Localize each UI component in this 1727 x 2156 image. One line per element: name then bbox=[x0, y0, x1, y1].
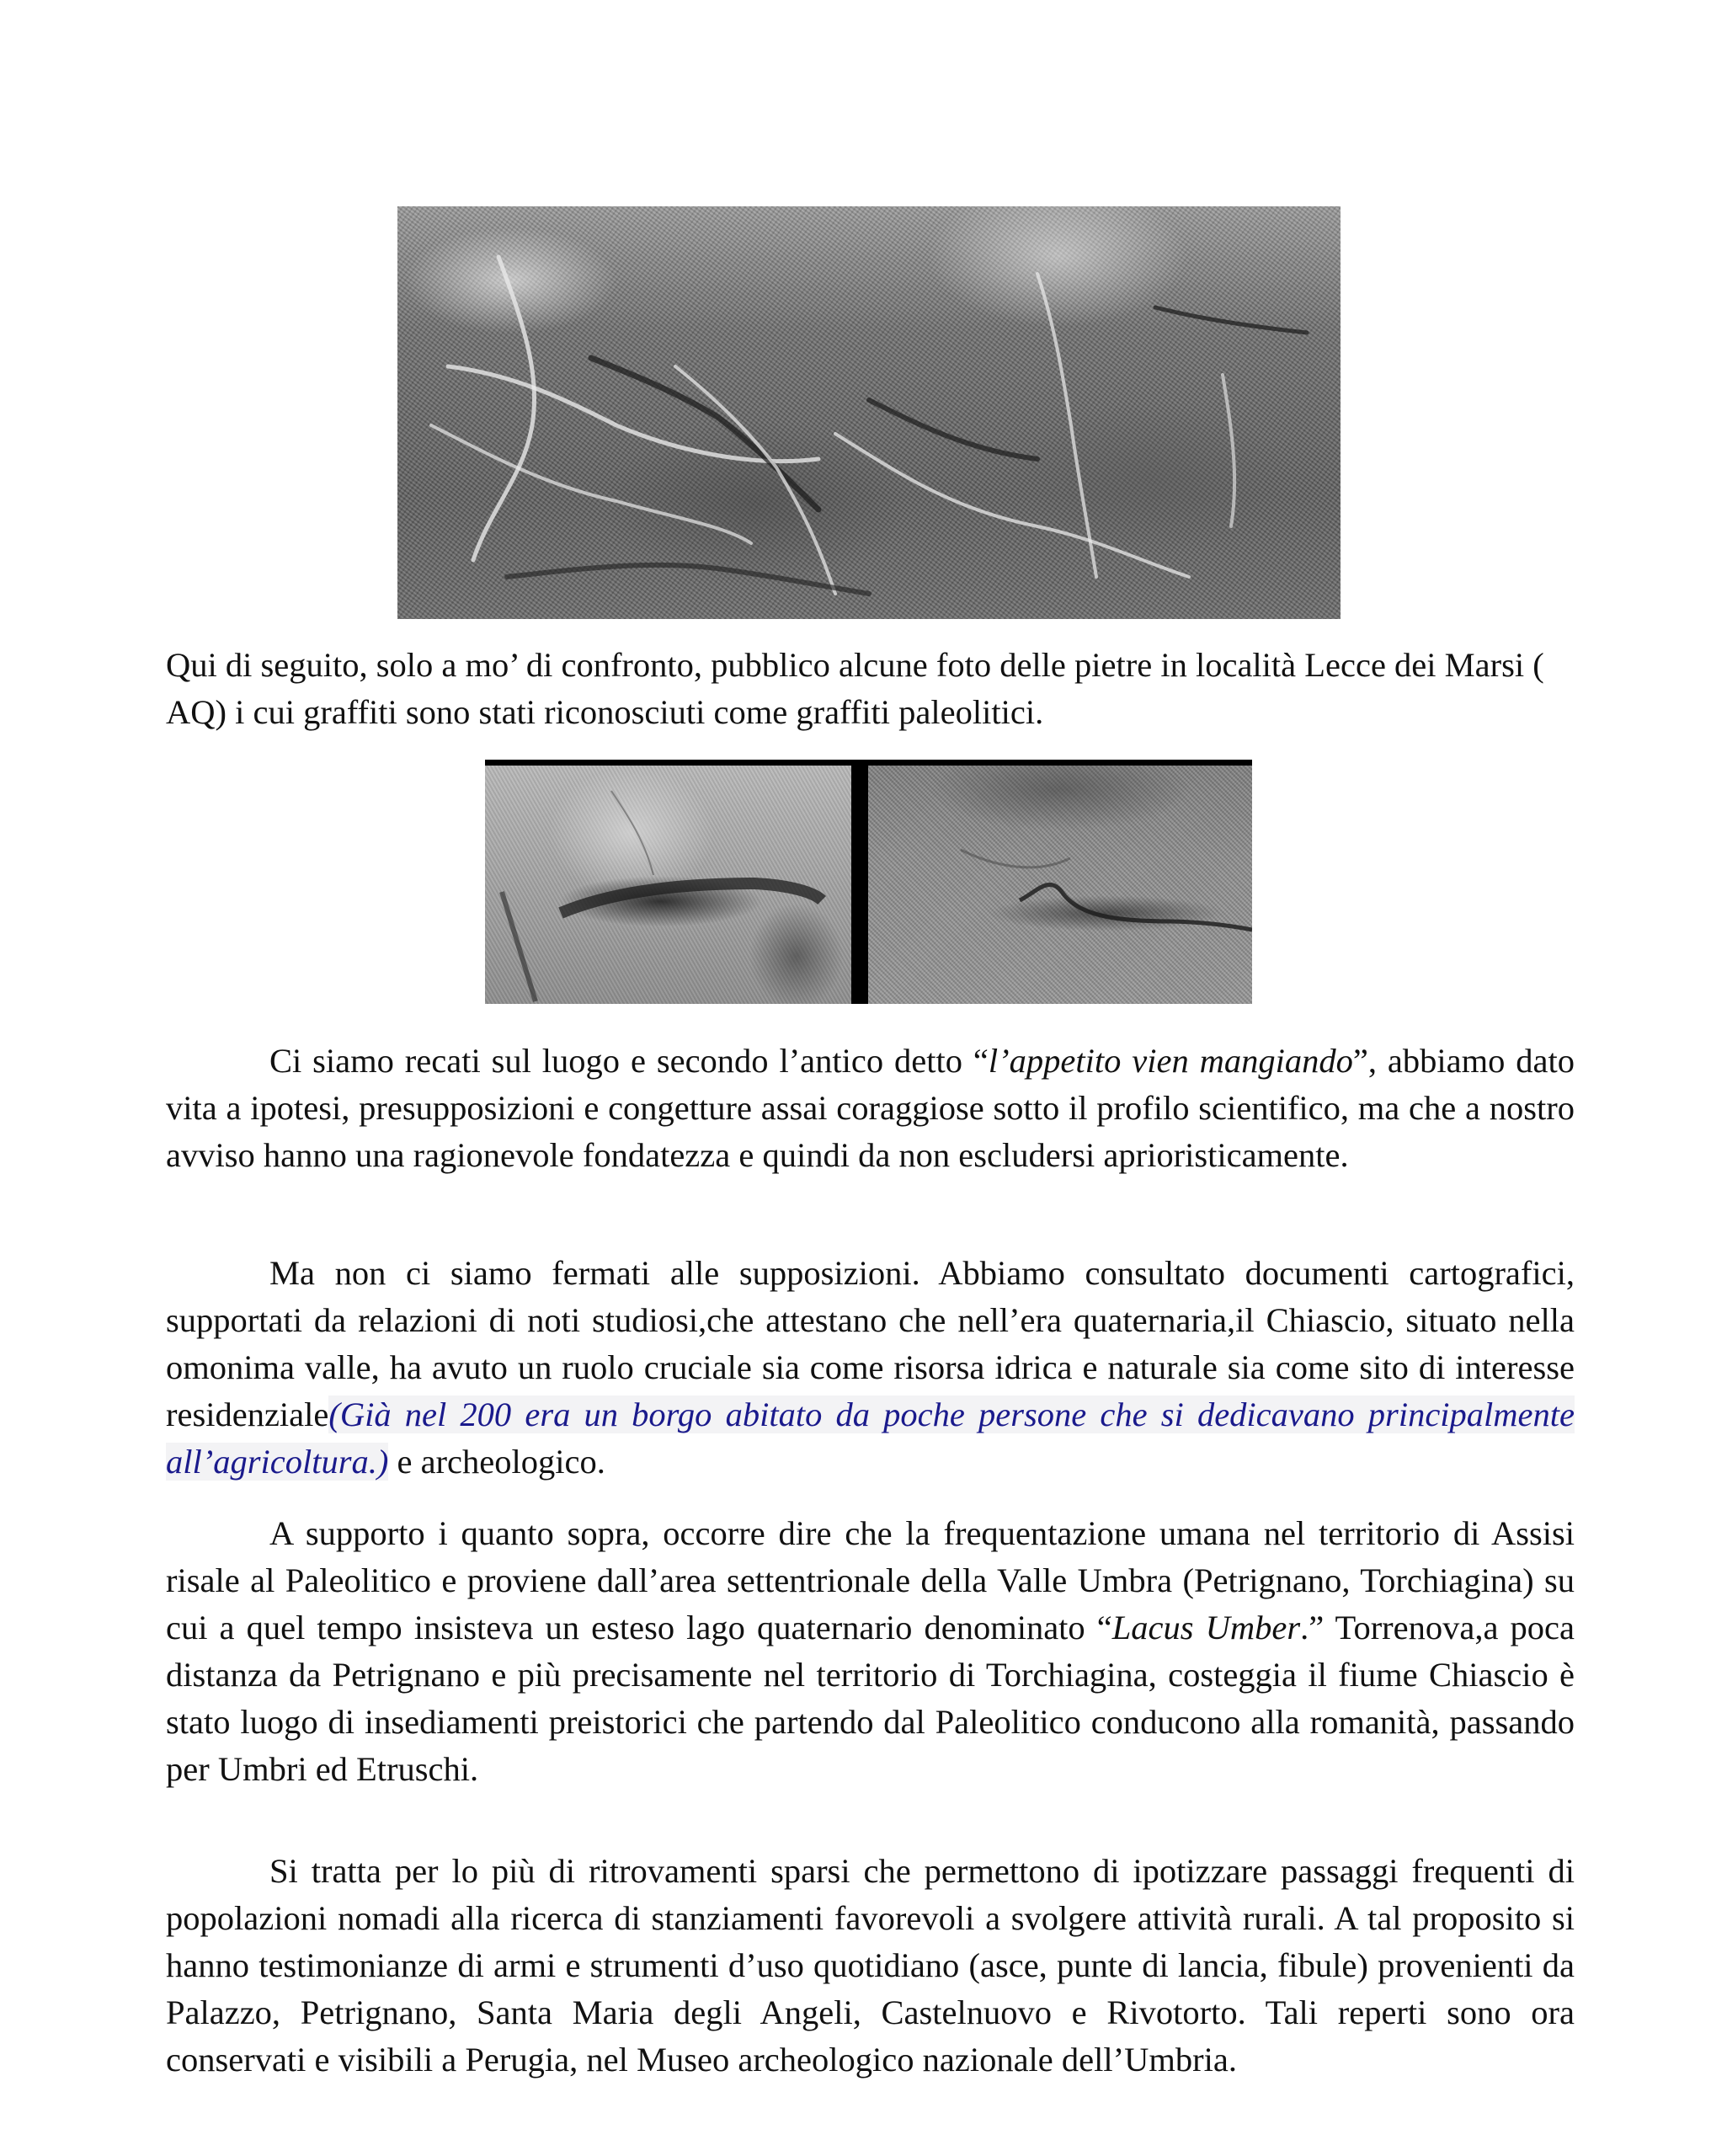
paragraph-ritrovamenti: Si tratta per lo più di ritrovamenti sparsi che permettono di ipotizzare passaggi frequenti di popolazioni nomadi alla ricerca di stanziamenti favorevoli a svolgere attività rurali. A tal proposito si hanno testimonianze di armi e strumenti d’uso quotidiano (asce, punte di lancia, fibule) provenienti da Palazzo, Petrignano, Santa Maria degli Angeli, Castelnuovo e Rivotorto. Tali reperti sono ora conservati e visibili a Perugia, nel Museo archeologico nazionale dell’Umbria. bbox=[166, 1852, 1575, 2079]
p3-text-after: .” Torrenova,a poca distanza da Petrignano e più precisamente nel territorio di Torchiagina, costeggia il fiume Chiascio è stato luogo di insediamenti preistorici che partendo dal Paleolitico conducono alla romanità, passando per Umbri ed Etruschi. bbox=[166, 1609, 1575, 1788]
p2-highlighted-note: (Già nel 200 era un borgo abitato da poche persone che si dedicavano principalmente all’agricoltura.) bbox=[166, 1396, 1575, 1481]
intro-paragraph: Qui di seguito, solo a mo’ di confronto, pubblico alcune foto delle pietre in località Lecce dei Marsi ( AQ) i cui graffiti sono stati riconosciuti come graffiti paleolitici. bbox=[166, 646, 1544, 731]
p1-text-after: ”, abbiamo dato vita a ipotesi, presupposizioni e congetture assai coraggiose sotto il profilo scientifico, ma che a nostro avviso hanno una ragionevole fondatezza e quindi da non escludersi aprioristicamente. bbox=[166, 1042, 1575, 1174]
rock-groove-right-illustration bbox=[868, 766, 1252, 1004]
rock-groove-left-illustration bbox=[485, 766, 851, 1004]
p1-quote-italic: l’appetito vien mangiando bbox=[988, 1042, 1353, 1080]
p2-text-after: e archeologico. bbox=[388, 1443, 605, 1481]
p3-text-before: A supporto i quanto sopra, occorre dire che la frequentazione umana nel territorio di Assisi risale al Paleolitico e proviene dall’area settentrionale della Valle Umbra (Petrignano, Torchiagina) su cui a quel tempo insisteva un esteso lago quaternario denominato “ bbox=[166, 1514, 1575, 1646]
paragraph-chiascio bbox=[166, 1250, 1575, 1486]
p2-text-before: Ma non ci siamo fermati alle supposizioni. Abbiamo consultato documenti cartografici, supportati da relazioni di noti studiosi,che attestano che nell’era quaternaria,il Chiascio, situato nella omonima valle, ha avuto un ruolo cruciale sia come risorsa idrica e naturale sia come sito di interesse residenziale bbox=[166, 1254, 1575, 1433]
engraved-lines-illustration bbox=[397, 206, 1341, 619]
comparison-photo-left bbox=[485, 766, 851, 1004]
rock-graffiti-photo bbox=[397, 206, 1341, 619]
comparison-photo-right bbox=[868, 766, 1252, 1004]
p1-text-before: Ci siamo recati sul luogo e secondo l’antico detto “ bbox=[269, 1042, 989, 1080]
paragraph-lacus-umber bbox=[166, 1510, 1575, 1793]
comparison-photos bbox=[485, 760, 1252, 1004]
p3-lacus-umber-italic: Lacus Umber bbox=[1111, 1609, 1301, 1646]
paragraph-appetito bbox=[166, 1038, 1575, 1179]
